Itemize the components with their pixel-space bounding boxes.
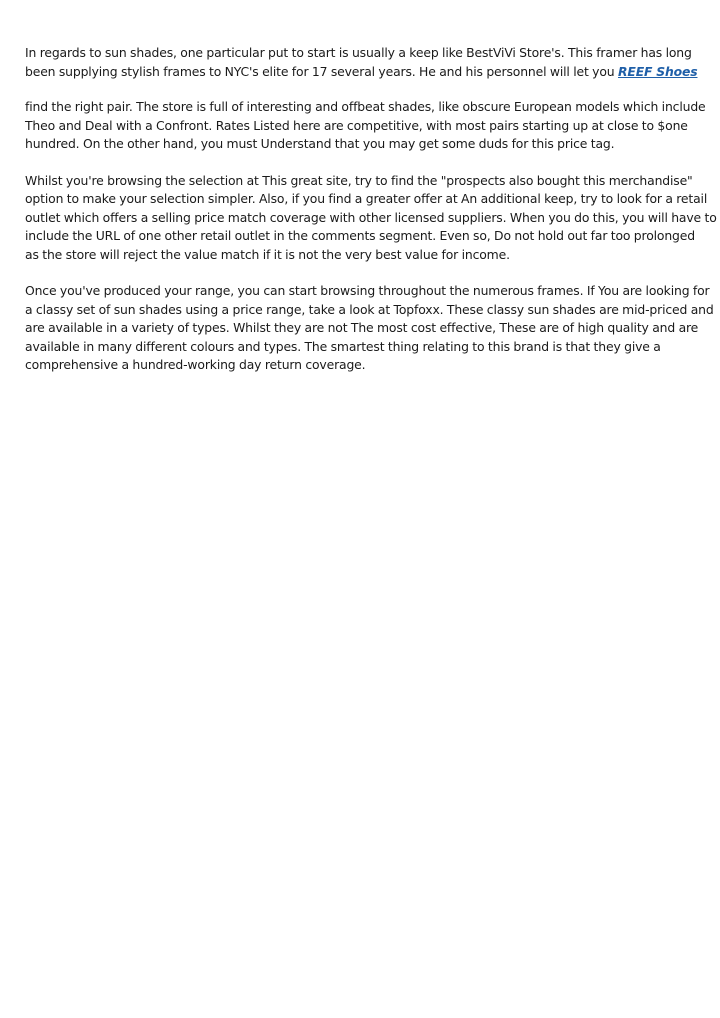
paragraph-line: outlet which offers a selling price match coverage with other licensed suppliers. When you do this, you will have to: [25, 209, 717, 225]
paragraph-line: Theo and Deal with a Confront. Rates Listed here are competitive, with most pairs starting up at close to $one: [25, 117, 688, 133]
reef-shoes-link[interactable]: REEF Shoes: [618, 63, 698, 79]
paragraph-line: In regards to sun shades, one particular put to start is usually a keep like BestViVi Store's. This framer has long: [25, 45, 692, 60]
paragraph-line: are available in a variety of types. Whilst they are not The most cost effective, These are of high quality and are: [25, 320, 699, 335]
paragraph-line: include the URL of one other retail outlet in the comments segment. Even so, Do not hold out far too prolonged: [25, 228, 695, 243]
paragraph-line: find the right pair. The store is full of interesting and offbeat shades, like obscure European models which include: [25, 99, 706, 114]
paragraph-line: hundred. On the other hand, you must Understand that you may get some duds for this price tag.: [25, 136, 615, 151]
paragraph-2: [25, 98, 706, 154]
paragraph-line: option to make your selection simpler. Also, if you find a greater offer at An additional keep, try to look for a retail: [25, 191, 708, 206]
paragraph-line-text: been supplying stylish frames to NYC's elite for 17 several years. He and his personnel will let you: [25, 63, 615, 79]
paragraph-line: comprehensive a hundred-working day return coverage.: [25, 357, 366, 372]
paragraph-line: Whilst you're browsing the selection at This great site, try to find the "prospects also bought this merchandise": [25, 172, 693, 188]
paragraph-3: [25, 172, 717, 265]
paragraph-line: as the store will reject the value match if it is not the very best value for income.: [25, 246, 510, 262]
paragraph-line: available in many different colours and types. The smartest thing relating to this brand is that they give a: [25, 338, 661, 354]
paragraph-line: a classy set of sun shades using a price range, take a look at Topfoxx. These classy sun shades are mid-priced and: [25, 301, 714, 317]
paragraph-4: [25, 282, 714, 375]
paragraph-line-with-link: [25, 63, 697, 82]
paragraph-1: [25, 44, 697, 81]
document-page: [25, 44, 717, 393]
paragraph-line: Once you've produced your range, you can start browsing throughout the numerous frames. If You are looking for: [25, 283, 710, 298]
